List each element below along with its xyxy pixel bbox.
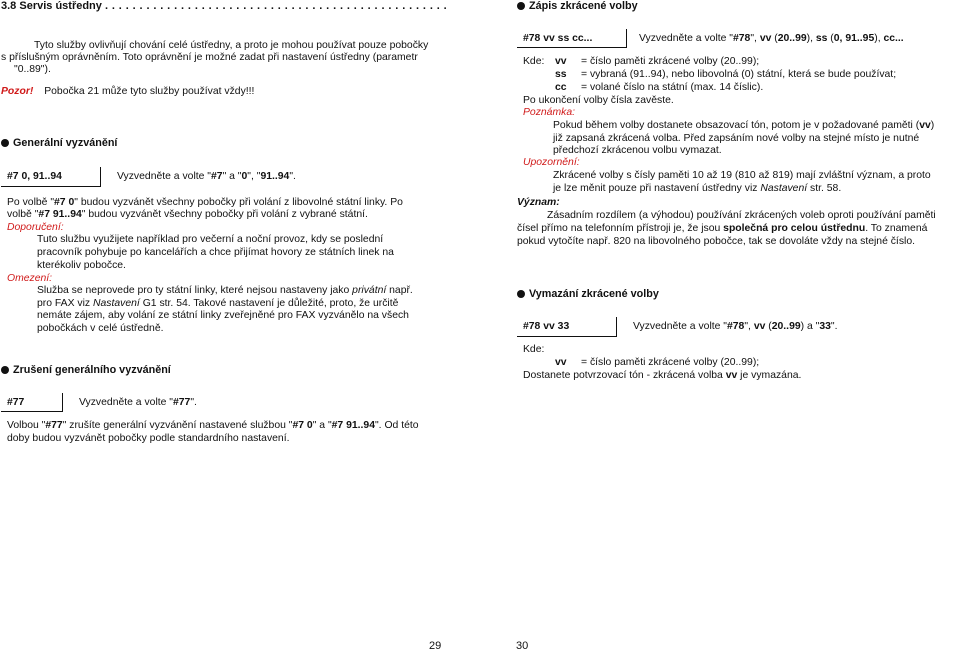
intro-line-3: "0..89"). [14,64,51,75]
section-title: Servis ústředny [19,0,102,12]
code-divider [100,167,101,187]
warning-text: Pobočka 21 může tyto služby používat vždy!!! [44,86,255,97]
page-number-right: 30 [516,640,529,652]
erase-kde-label: Kde: [523,344,545,355]
store-after: Po ukončení volby čísla zavěste. [523,95,674,106]
meaning-line-1: Zásadním rozdílem (a výhodou) používání zkrácených voleb oproti používání paměti [547,210,936,221]
general-ring-desc-2: volbě "#7 91..94" budou vyzvánět všechny pobočky při volání z vybrané státní. [7,209,368,220]
erase-code: #78 vv 33 [523,321,570,332]
recommendation-line-1: Tuto službu využijete například pro večerní a noční provoz, kdy se poslední [37,234,384,245]
leader-dots: . . . . . . . . . . . . . . . . . . . . . . . . . . . . . . . . . . . . . . . . . . . . . . . . . . [104,0,448,12]
code-underline [1,411,63,412]
erase-vv-val: = číslo paměti zkrácené volby (20..99); [581,357,760,368]
meaning-line-2: čísel přímo na telefonním přístroji je, že jsou společná pro celou ústřednu. To znamená [517,223,928,234]
cancel-ring-desc-1: Volbou "#77" zrušíte generální vyzvánění nastavené službou "#7 0" a "#7 91..94". Od této [7,420,419,431]
code-divider [616,317,617,337]
store-instruction: Vyzvedněte a volte "#78", vv (20..99), ss (0, 91..95), cc... [639,33,904,44]
erase-instruction: Vyzvedněte a volte "#78", vv (20..99) a "33". [633,321,838,332]
limitation-line-3: nemáte zájem, aby volání ze státní linky zveřejněné pro FAX vyzvánělo na všech [37,310,409,321]
limitation-line-1: Služba se neprovede pro ty státní linky, které nejsou nastaveny jako privátní např. [37,285,413,296]
general-ring-instruction: Vyzvedněte a volte "#7" a "0", "91..94". [117,171,296,182]
bullet-icon [1,366,9,374]
store-vv-key: vv [555,56,567,67]
note-line-2: již zapsaná zkrácená volba. Před zapsáním nové volby na stejné místo je nutné [553,133,920,144]
erase-speed-dial-heading [517,288,659,301]
intro-line-2: s příslušným oprávněním. Toto oprávnění je možné zadat při nastavení ústředny (parametr [1,52,418,63]
recommendation-line-3: kterékoliv pobočce. [37,260,126,271]
code-underline [517,47,627,48]
cancel-ring-heading [1,364,171,377]
warning-label-right: Upozornění: [523,157,580,168]
warning-line-1: Zkrácené volby s čísly paměti 10 až 19 (810 až 819) mají zvláštní význam, a proto [553,170,931,181]
store-cc-key: cc [555,82,567,93]
store-ss-val: = vybraná (91..94), nebo libovolná (0) státní, která se bude používat; [581,69,897,80]
note-line-3: předchozí zkrácenou volbu vymazat. [553,145,722,156]
cancel-ring-code: #77 [7,397,25,408]
code-divider [62,393,63,412]
limitation-line-4: pobočkách v celé ústředně. [37,323,164,334]
store-ss-key: ss [555,69,567,80]
bullet-icon [1,139,9,147]
bullet-icon [517,290,525,298]
cancel-ring-title: Zrušení generálního vyzvánění [13,364,171,376]
general-ring-code: #7 0, 91..94 [7,171,62,182]
warning-label: Pozor! [1,86,34,97]
section-header [1,0,447,13]
cancel-ring-instruction: Vyzvedněte a volte "#77". [79,397,197,408]
general-ring-heading [1,137,117,150]
store-speed-dial-title: Zápis zkrácené volby [529,0,638,12]
general-ring-title: Generální vyzvánění [13,137,118,149]
note-label: Poznámka: [523,107,575,118]
store-code: #78 vv ss cc... [523,33,593,44]
bullet-icon [517,2,525,10]
note-line-1: Pokud během volby dostanete obsazovací tón, potom je v požadované paměti (vv) [553,120,935,131]
store-kde-label: Kde: [523,56,545,67]
general-ring-desc-1: Po volbě "#7 0" budou vyzvánět všechny pobočky při volání z libovolné státní linky. Po [7,197,403,208]
page-number-left: 29 [429,640,442,652]
erase-speed-dial-title: Vymazání zkrácené volby [529,288,659,300]
recommendation-label: Doporučení: [7,222,64,233]
warning [1,86,254,99]
meaning-label: Význam: [517,197,560,208]
intro-line-1: Tyto služby ovlivňují chování celé ústředny, a proto je mohou používat pouze pobočky [34,40,429,51]
code-underline [1,186,101,187]
limitation-line-2: pro FAX viz Nastavení G1 str. 54. Takové nastavení je důležité, proto, že určitě [37,298,399,309]
warning-line-2: je lze měnit pouze při nastavení ústředny viz Nastavení str. 58. [553,183,842,194]
erase-confirm: Dostanete potvrzovací tón - zkrácená volba vv je vymazána. [523,370,802,381]
code-divider [626,29,627,48]
meaning-line-3: pokud vytočíte např. 820 na libovolného pobočce, tak se dovoláte vždy na stejné číslo. [517,236,915,247]
store-cc-val: = volané číslo na státní (max. 14 číslic). [581,82,764,93]
recommendation-line-2: pracovník pohybuje po kancelářích a chce přijímat hovory ze státních linek na [37,247,394,258]
section-number: 3.8 [1,0,17,12]
store-speed-dial-heading [517,0,638,13]
erase-vv-key: vv [555,357,567,368]
store-vv-val: = číslo paměti zkrácené volby (20..99); [581,56,760,67]
limitation-label: Omezení: [7,273,53,284]
code-underline [517,336,617,337]
cancel-ring-desc-2: doby budou vyzvánět pobočky podle standardního nastavení. [7,433,290,444]
